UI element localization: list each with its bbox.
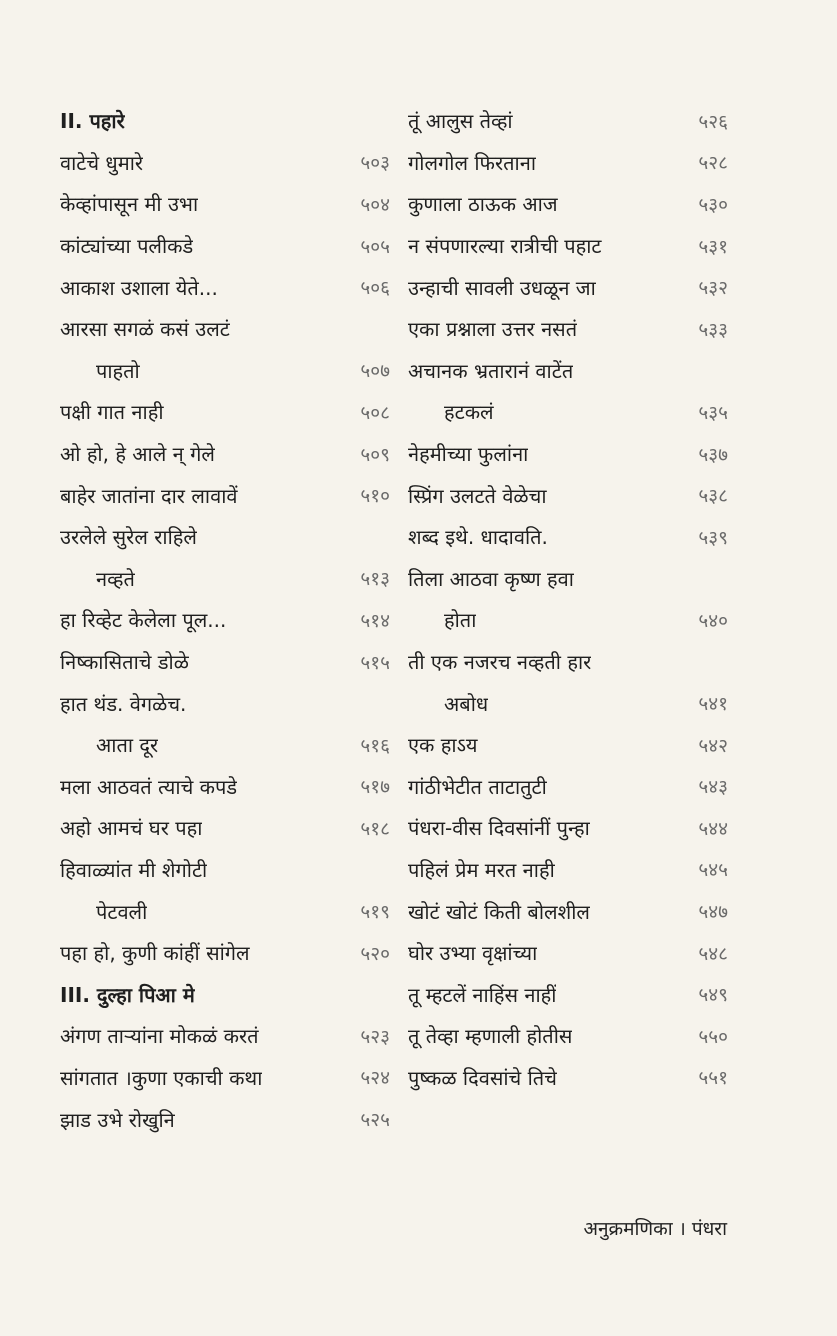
toc-entry <box>408 391 728 433</box>
toc-entry-title: शब्द इथे. धादावति. <box>408 525 548 550</box>
toc-entry <box>60 1057 390 1099</box>
toc-entry-page: ५४० <box>698 609 728 632</box>
toc-entry-page: ५३९ <box>698 526 728 549</box>
toc-entry-title: केव्हांपासून मी उभा <box>60 192 199 217</box>
toc-entry-page: ५२३ <box>360 1025 390 1048</box>
toc-entry-page: ५२४ <box>360 1067 390 1090</box>
toc-entry-title: पक्षी गात नाही <box>60 400 164 425</box>
toc-entry <box>408 890 728 932</box>
toc-entry <box>60 1015 390 1057</box>
toc-entry-title: वाटेचे धुमारे <box>60 150 144 175</box>
toc-entry-title: तू तेव्हा म्हणाली होतीस <box>408 1024 573 1049</box>
toc-entry <box>60 474 390 516</box>
toc-entry <box>408 308 728 350</box>
toc-entry-page: ५०५ <box>360 235 390 258</box>
toc-entry <box>60 1098 390 1140</box>
toc-entry-title: निष्कासिताचे डोळे <box>60 650 189 675</box>
toc-entry-page: ५४९ <box>698 984 728 1007</box>
toc-entry <box>408 474 728 516</box>
toc-entry <box>60 142 390 184</box>
toc-entry <box>408 599 728 641</box>
toc-entry <box>408 225 728 267</box>
toc-entry <box>408 142 728 184</box>
toc-entry-page: ५२८ <box>698 152 728 175</box>
toc-entry <box>60 308 390 350</box>
toc-entry-title: कांट्यांच्या पलीकडे <box>60 234 194 259</box>
toc-entry <box>60 724 390 766</box>
toc-entry <box>408 433 728 475</box>
toc-entry-page: ५०७ <box>360 360 390 383</box>
toc-section-heading <box>60 973 390 1015</box>
toc-entry-title: हात थंड. वेगळेच. <box>60 691 187 716</box>
toc-entry-title: पहा हो, कुणी कांहीं सांगेल <box>60 941 250 966</box>
footer-page-number: पंधरा <box>691 1218 727 1240</box>
toc-entry <box>408 266 728 308</box>
toc-entry-page: ५०६ <box>360 277 390 300</box>
toc-entry-title: पहिलं प्रेम मरत नाही <box>408 857 555 882</box>
toc-entry-page: ५१६ <box>360 734 390 757</box>
toc-entry-page: ५४१ <box>698 693 728 716</box>
toc-entry-title: आता दूर <box>96 733 159 758</box>
toc-entry-title: न संपणारल्या रात्रीची पहाट <box>408 234 602 259</box>
toc-entry-title: स्प्रिंग उलटते वेळेचा <box>408 483 547 508</box>
toc-entry-title: खोटं खोटं किती बोलशील <box>408 899 590 924</box>
toc-entry-page: ५१० <box>360 485 390 508</box>
toc-entry-title: II. पहारे <box>60 109 125 134</box>
toc-entry-page: ५३३ <box>698 318 728 341</box>
toc-entry-title: हिवाळ्यांत मी शेगोटी <box>60 857 208 882</box>
toc-entry-page: ५३५ <box>698 401 728 424</box>
toc-entry-page: ५१५ <box>360 651 390 674</box>
toc-entry-page: ५२० <box>360 942 390 965</box>
toc-section-heading <box>60 100 390 142</box>
toc-entry-title: III. दुल्हा पिआ मे <box>60 982 195 1007</box>
toc-entry <box>60 266 390 308</box>
toc-entry-page: ५१३ <box>360 568 390 591</box>
toc-entry-page: ५४७ <box>698 901 728 924</box>
footer-section-title: अनुक्रमणिका <box>583 1218 673 1240</box>
toc-entry-page: ५०९ <box>360 443 390 466</box>
toc-entry-title: गांठीभेटीत ताटातुटी <box>408 774 547 799</box>
toc-entry-page: ५२५ <box>360 1109 390 1132</box>
toc-entry <box>60 391 390 433</box>
toc-entry <box>60 433 390 475</box>
toc-entry <box>408 641 728 683</box>
footer-separator: । <box>678 1218 686 1240</box>
toc-entry-title: गोलगोल फिरताना <box>408 150 536 175</box>
toc-entry-title: बाहेर जातांना दार लावावें <box>60 483 238 508</box>
toc-entry-page: ५०४ <box>360 193 390 216</box>
toc-entry-page: ५१९ <box>360 901 390 924</box>
toc-entry <box>408 724 728 766</box>
toc-entry-title: आरसा सगळं कसं उलटं <box>60 317 230 342</box>
toc-entry-title: कुणाला ठाऊक आज <box>408 192 558 217</box>
toc-entry-page: ५५१ <box>698 1067 728 1090</box>
toc-entry-page: ५३७ <box>698 443 728 466</box>
toc-entry <box>60 807 390 849</box>
toc-entry <box>60 599 390 641</box>
toc-entry-title: सांगतात ।कुणा एकाची कथा <box>60 1065 263 1090</box>
toc-entry-title: हटकलं <box>444 400 494 425</box>
toc-entry-page: ५४५ <box>698 859 728 882</box>
toc-entry-title: अहो आमचं घर पहा <box>60 816 203 841</box>
toc-entry <box>60 558 390 600</box>
toc-entry-title: होता <box>444 608 477 633</box>
toc-entry-page: ५४२ <box>698 734 728 757</box>
toc-entry <box>60 682 390 724</box>
toc-entry <box>408 558 728 600</box>
toc-entry-page: ५१४ <box>360 609 390 632</box>
toc-entry <box>408 973 728 1015</box>
toc-entry-title: तिला आठवा कृष्ण हवा <box>408 566 574 591</box>
toc-entry-page: ५४८ <box>698 942 728 965</box>
toc-entry-title: ती एक नजरच नव्हती हार <box>408 650 592 675</box>
toc-entry <box>408 682 728 724</box>
toc-right-column <box>408 100 728 1098</box>
toc-entry-page: ५०८ <box>360 401 390 424</box>
toc-entry-title: घोर उभ्या वृक्षांच्या <box>408 941 538 966</box>
toc-entry-title: नव्हते <box>96 566 135 591</box>
toc-entry-page: ५२६ <box>698 110 728 133</box>
toc-entry-title: हा रिव्हेट केलेला पूल... <box>60 608 227 633</box>
toc-entry-title: नेहमीच्या फुलांना <box>408 442 529 467</box>
toc-entry <box>408 932 728 974</box>
toc-entry-title: पेटवली <box>96 899 148 924</box>
toc-entry-page: ५५० <box>698 1025 728 1048</box>
toc-entry-page: ५३१ <box>698 235 728 258</box>
toc-entry-title: उरलेले सुरेल राहिले <box>60 525 197 550</box>
toc-entry <box>60 641 390 683</box>
toc-entry <box>408 1057 728 1099</box>
toc-entry <box>408 350 728 392</box>
toc-entry <box>60 183 390 225</box>
toc-entry-title: ओ हो, हे आले न् गेले <box>60 442 215 467</box>
toc-entry <box>408 766 728 808</box>
toc-entry-title: आकाश उशाला येते... <box>60 275 218 300</box>
toc-entry-title: पंधरा-वीस दिवसांनीं पुन्हा <box>408 816 590 841</box>
toc-entry-title: उन्हाची सावली उधळून जा <box>408 275 596 300</box>
toc-entry-page: ५१७ <box>360 776 390 799</box>
toc-entry-page: ५४४ <box>698 817 728 840</box>
toc-entry <box>60 890 390 932</box>
toc-entry-page: ५०३ <box>360 152 390 175</box>
toc-left-column <box>60 100 390 1140</box>
toc-entry-page: ५१८ <box>360 817 390 840</box>
toc-entry-page: ५३२ <box>698 277 728 300</box>
toc-entry-title: मला आठवतं त्याचे कपडे <box>60 774 238 799</box>
toc-entry-title: झाड उभे रोखुनि <box>60 1107 175 1132</box>
toc-entry <box>408 807 728 849</box>
toc-entry <box>60 225 390 267</box>
toc-entry-title: अंगण ताऱ्यांना मोकळं करतं <box>60 1024 259 1049</box>
toc-entry <box>60 350 390 392</box>
toc-entry <box>60 932 390 974</box>
toc-entry <box>60 766 390 808</box>
toc-entry-title: तूं आलुस तेव्हां <box>408 109 513 134</box>
toc-entry-title: अचानक भ्रतारानं वाटेंत <box>408 358 574 383</box>
toc-entry-page: ५४३ <box>698 776 728 799</box>
toc-entry <box>408 183 728 225</box>
toc-entry-page: ५३८ <box>698 485 728 508</box>
toc-entry <box>408 100 728 142</box>
toc-entry-title: तू म्हटलें नाहिंस नाहीं <box>408 982 557 1007</box>
toc-entry <box>60 516 390 558</box>
toc-entry <box>408 849 728 891</box>
toc-entry-page: ५३० <box>698 193 728 216</box>
toc-entry <box>408 516 728 558</box>
toc-entry <box>408 1015 728 1057</box>
toc-entry-title: पुष्कळ दिवसांचे तिचे <box>408 1065 557 1090</box>
toc-entry-title: पाहतो <box>96 358 140 383</box>
toc-entry-title: अबोध <box>444 691 489 716</box>
toc-entry-title: एक हाऽय <box>408 733 478 758</box>
toc-entry <box>60 849 390 891</box>
toc-entry-title: एका प्रश्नाला उत्तर नसतं <box>408 317 578 342</box>
page-footer <box>583 1215 727 1241</box>
